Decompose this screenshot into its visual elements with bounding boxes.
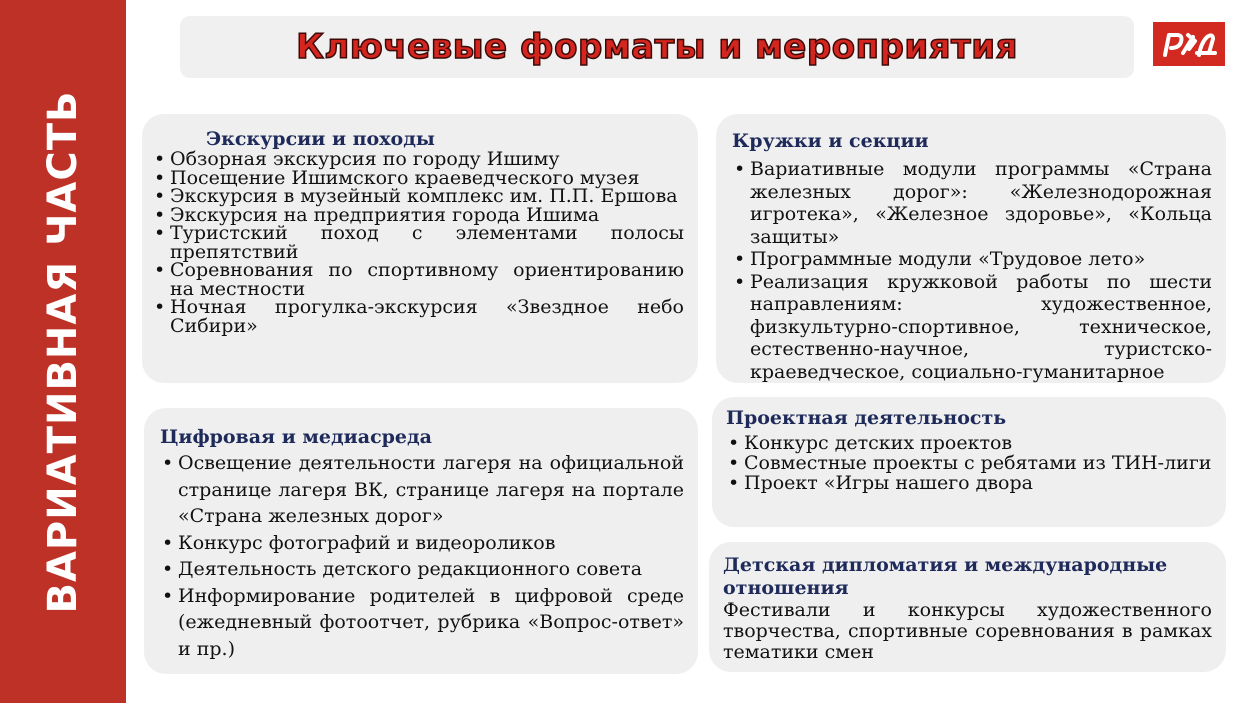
list-item: • Конкурс фотографий и видеороликов [160,530,684,557]
title-bar [180,16,1134,78]
digital-card [144,408,698,674]
diplomacy-title: Детская дипломатия и международные отношения [723,554,1168,599]
excursions-list [152,150,684,335]
list-item: • Деятельность детского редакционного совета [160,556,684,583]
excursions-title: Экскурсии и походы [206,128,435,150]
list-item: • Туристский поход с элементами полосы препятствий [152,224,684,261]
projects-title: Проектная деятельность [726,407,1007,429]
list-item: • Соревнования по спортивному ориентированию на местности [152,261,684,298]
list-item: • Посещение Ишимского краеведческого музея [152,169,684,188]
list-item: • Освещение деятельности лагеря на официальной странице лагеря ВК, странице лагеря на портале «Страна железных дорог» [160,450,684,530]
diplomacy-text: Фестивали и конкурсы художественного творчества, спортивные соревнования в рамках тематики смен [723,599,1212,663]
list-item: • Экскурсия на предприятия города Ишима [152,206,684,225]
projects-card [712,397,1226,527]
clubs-list [732,158,1212,383]
list-item: • Программные модули «Трудовое лето» [732,248,1212,271]
list-item: • Совместные проекты с ребятами из ТИН-лиги [726,453,1212,473]
list-item: • Ночная прогулка-экскурсия «Звездное небо Сибири» [152,298,684,335]
list-item: • Обзорная экскурсия по городу Ишиму [152,150,684,169]
list-item: • Информирование родителей в цифровой среде (ежедневный фотоотчет, рубрика «Вопрос-ответ» и пр.) [160,583,684,663]
diplomacy-card [709,542,1226,672]
digital-list [160,450,684,662]
rzd-logo-mark [1159,29,1219,59]
rzd-logo-icon [1153,22,1225,66]
list-item: • Вариативные модули программы «Страна железных дорог»: «Железнодорожная игротека», «Железное здоровье», «Кольца защиты» [732,158,1212,248]
projects-list [726,433,1212,493]
clubs-card [716,114,1226,383]
excursions-card [142,114,698,383]
clubs-title: Кружки и секции [732,130,929,152]
side-band [0,0,126,703]
digital-title: Цифровая и медиасреда [160,426,432,448]
side-label: ВАРИАТИВНАЯ ЧАСТЬ [40,90,86,614]
page-title: Ключевые форматы и мероприятия [296,27,1018,67]
list-item: • Экскурсия в музейный комплекс им. П.П. Ершова [152,187,684,206]
list-item: • Проект «Игры нашего двора [726,473,1212,493]
list-item: • Реализация кружковой работы по шести направлениям: художественное, физкультурно-спортивное, техническое, естественно-научное, туристско-краеведческое, социально-гуманитарное [732,271,1212,384]
list-item: • Конкурс детских проектов [726,433,1212,453]
